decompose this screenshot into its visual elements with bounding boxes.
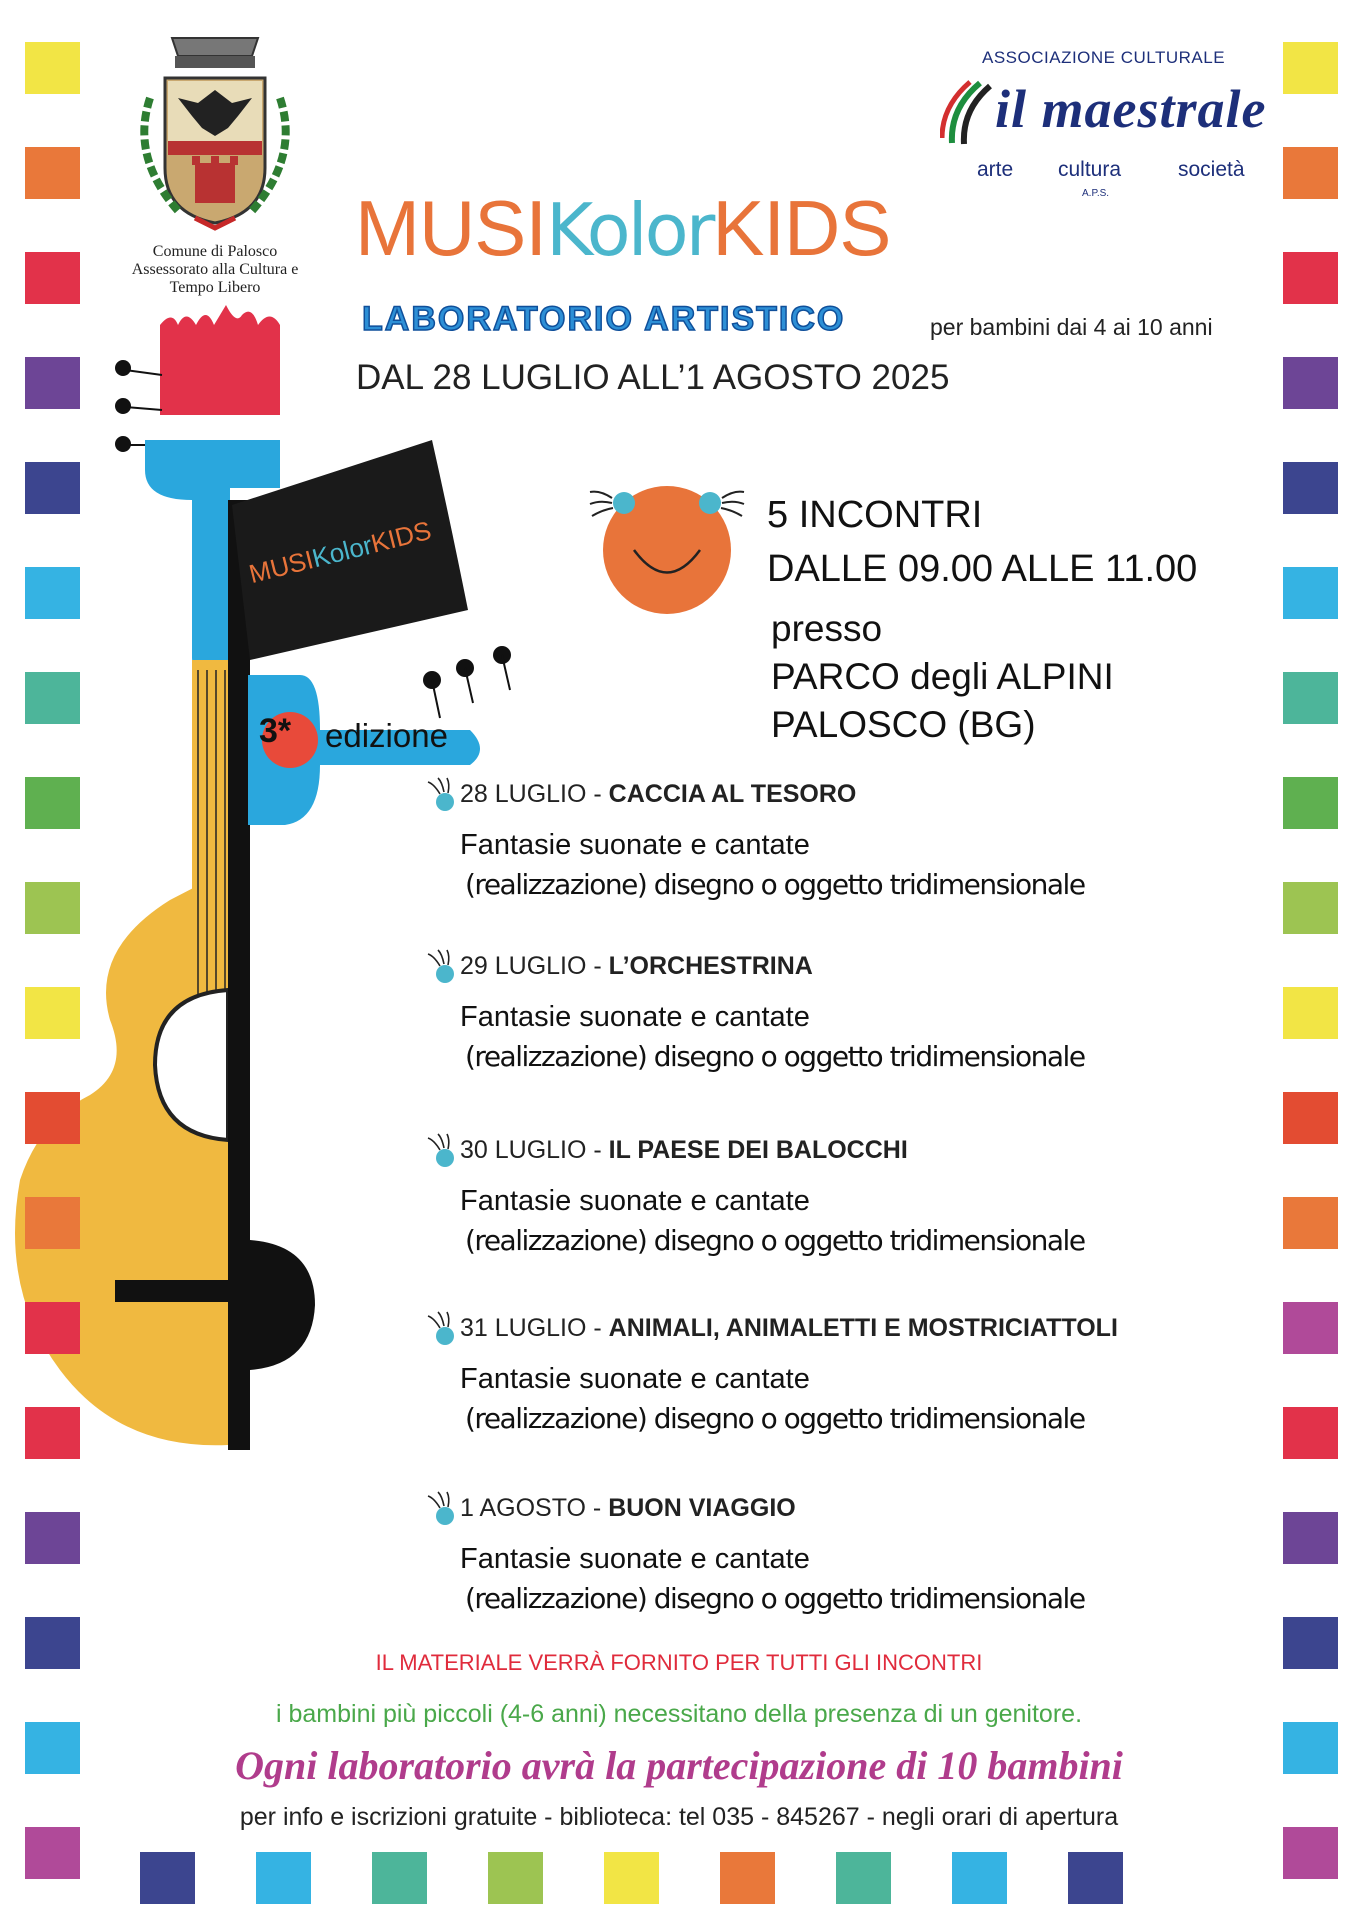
frame-square-left [25,462,80,514]
frame-square-right [1283,1722,1338,1774]
frame-square-right [1283,1512,1338,1564]
frame-square-right [1283,357,1338,409]
event-title: IL PAESE DEI BALOCCHI [608,1136,908,1164]
venue-info [771,605,1114,749]
frame-square-left [25,777,80,829]
event-line1: Fantasie suonate e cantate [460,829,810,861]
frame-square-bottom [952,1852,1007,1904]
municipality-caption: Comune di Palosco Assessorato alla Cultura e Tempo Libero [131,243,299,296]
frame-square-left [25,42,80,94]
frame-square-bottom [372,1852,427,1904]
event-item [410,1494,1310,1615]
meetings-info [767,488,1197,596]
association-word-arte: arte [977,158,1014,181]
event-date: 1 AGOSTO - [460,1494,609,1522]
frame-square-right [1283,987,1338,1039]
event-line2: (realizzazione) disegno o oggetto tridimensionale [465,1402,1085,1435]
coat-of-arms-icon [120,28,310,243]
title-part-kids: KIDS [712,184,891,272]
event-item [410,1136,1310,1257]
meetings-time: DALLE 09.00 ALLE 11.00 [767,548,1198,590]
edition-number: 3* [259,712,292,750]
flag-title: MUSIKolorKIDS [246,514,435,590]
frame-square-bottom [488,1852,543,1904]
frame-square-right [1283,1197,1338,1249]
event-title: ANIMALI, ANIMALETTI E MOSTRICIATTOLI [608,1314,1118,1342]
bullet-icon [420,948,458,986]
frame-square-bottom [1068,1852,1123,1904]
meetings-count: 5 INCONTRI [767,494,983,536]
frame-square-left [25,1722,80,1774]
event-item [410,780,1310,901]
title-part-kolor: Kolor [546,188,713,272]
age-range: per bambini dai 4 ai 10 anni [930,314,1213,340]
frame-square-right [1283,882,1338,934]
frame-square-right [1283,252,1338,304]
frame-square-left [25,987,80,1039]
venue-town: PALOSCO (BG) [771,704,1036,745]
frame-square-left [25,1092,80,1144]
frame-square-right [1283,1302,1338,1354]
frame-square-left [25,357,80,409]
capacity-note: Ogni laboratorio avrà la partecipazione di 10 bambini [235,1743,1123,1788]
page-title [355,183,890,275]
edition-label: edizione [325,717,448,754]
association-aps: A.P.S. [1082,188,1110,199]
bullet-icon [420,776,458,814]
contact-info: per info e iscrizioni gratuite - biblioteca: tel 035 - 845267 - negli orari di apertura [239,1803,1119,1831]
event-item [410,1314,1310,1435]
bullet-icon [420,1310,458,1348]
frame-square-right [1283,462,1338,514]
event-title: L’ORCHESTRINA [608,952,813,980]
frame-square-right [1283,1407,1338,1459]
event-line1: Fantasie suonate e cantate [460,1001,810,1033]
frame-square-bottom [140,1852,195,1904]
event-date: 30 LUGLIO - [460,1136,609,1164]
frame-square-right [1283,1092,1338,1144]
materials-note: IL MATERIALE VERRÀ FORNITO PER TUTTI GLI INCONTRI [375,1650,983,1675]
frame-square-left [25,1407,80,1459]
frame-square-left [25,672,80,724]
venue-name: PARCO degli ALPINI [771,656,1114,697]
event-title: BUON VIAGGIO [608,1494,796,1522]
frame-square-bottom [720,1852,775,1904]
frame-square-left [25,1197,80,1249]
frame-square-bottom [256,1852,311,1904]
frame-square-right [1283,567,1338,619]
frame-square-right [1283,147,1338,199]
event-date: 29 LUGLIO - [460,952,609,980]
frame-square-left [25,1302,80,1354]
event-title: CACCIA AL TESORO [608,780,857,808]
frame-square-right [1283,1827,1338,1879]
event-item [410,952,1310,1073]
event-line1: Fantasie suonate e cantate [460,1185,810,1217]
event-date: 28 LUGLIO - [460,780,609,808]
frame-square-bottom [836,1852,891,1904]
event-line2: (realizzazione) disegno o oggetto tridimensionale [465,1582,1085,1615]
frame-square-right [1283,777,1338,829]
frame-square-left [25,1512,80,1564]
event-line1: Fantasie suonate e cantate [460,1363,810,1395]
frame-square-left [25,1617,80,1669]
title-part-musi: MUSI [355,184,546,272]
date-range: DAL 28 LUGLIO ALL’1 AGOSTO 2025 [356,358,950,397]
frame-square-left [25,567,80,619]
frame-square-left [25,882,80,934]
event-line1: Fantasie suonate e cantate [460,1543,810,1575]
association-label: ASSOCIAZIONE CULTURALE [982,48,1226,67]
venue-intro: presso [771,608,883,649]
bullet-icon [420,1490,458,1528]
event-line2: (realizzazione) disegno o oggetto tridimensionale [465,1040,1085,1073]
frame-square-right [1283,672,1338,724]
bullet-icon [420,1132,458,1170]
wave-logo-icon [940,78,995,148]
frame-square-left [25,147,80,199]
frame-square-left [25,1827,80,1879]
frame-square-bottom [604,1852,659,1904]
frame-square-right [1283,1617,1338,1669]
event-date: 31 LUGLIO - [460,1314,609,1342]
event-line2: (realizzazione) disegno o oggetto tridimensionale [465,1224,1085,1257]
smiley-face-icon [582,470,752,620]
lab-title: LABORATORIO ARTISTICO [362,300,846,338]
parents-note: i bambini più piccoli (4-6 anni) necessitano della presenza di un genitore. [275,1700,1083,1728]
association-name: il maestrale [995,79,1267,139]
event-line2: (realizzazione) disegno o oggetto tridimensionale [465,868,1085,901]
frame-square-right [1283,42,1338,94]
association-word-societa: società [1178,158,1245,181]
association-word-cultura: cultura [1058,158,1122,181]
frame-square-left [25,252,80,304]
